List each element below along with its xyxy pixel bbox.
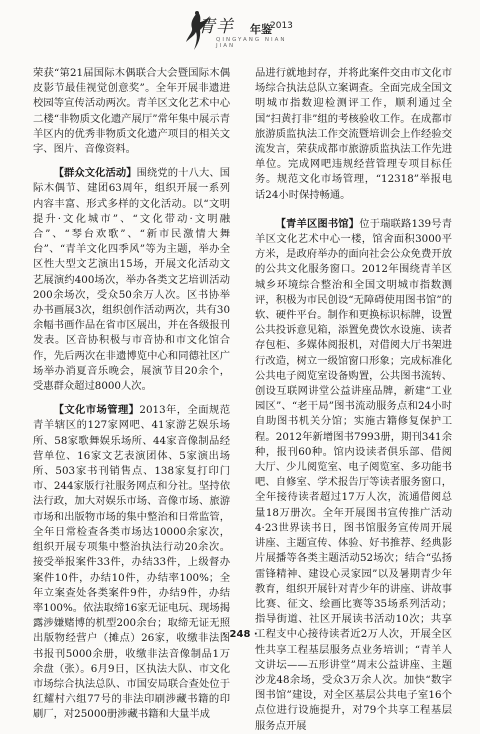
paragraph-market-continued: 品进行就地封存，并将此案件交由市文化市场综合执法总队立案调查。全面完成全国文明城市指数迎检测评工作，顺利通过全国“扫黄打非”组的考核验收工作。在成都市旅游质监执法工作交流暨培训会上作经验交流发言，荣获成都市旅游质监执法工作先进单位。完成网吧违规经营管理专项目标任务。规范文化市场管理，“12318”举报电话24小时保持畅通。 <box>255 67 452 201</box>
section-title-library: 【青羊区图书馆】 <box>275 217 360 230</box>
section-mass-culture <box>33 166 230 394</box>
yearbook-logo <box>184 8 304 54</box>
page-number: · 248 · <box>222 629 258 640</box>
page-header <box>0 0 480 58</box>
left-column <box>33 66 230 723</box>
section-body-market-management: 2013年，全面规范青羊辖区的127家网吧、41家游艺娱乐场所、58家歌舞娱乐场所、44家音像制品经营单位、16家文艺表演团体、5家演出场所、503家书刊销售点、138家复打印门市、244家版行社服务网点和分社。坚持依法行政，加大对娱乐市场、音像市场、旅游市场和出版物市场的集中整治和日常监管，全年日常检查各类市场达10000余家次，组织开展专项集中整治执法行动20余次。接受举报案件33件，办结33件，上级督办案件10件，办结10件，办结率100%；全年立案查处各类案件9件，办结9件，办结率100%。依法取缔16家无证电玩、现场揭露涉嫌赌博的机型200余台；取缔无证无照出版物经营户（摊点）26家，收缴非法图书报刊5000余册，收缴非法音像制品1万余盘（张）。6月9日，区执法大队、市文化市场综合执法总队、市国安局联合查处位于红耀村六组77号的非法印刷涉藏书籍的印刷厂，对25000册涉藏书籍和大量半成 <box>33 404 230 721</box>
paragraph-intangible-heritage: 荣获“第21届国际木偶联合大会暨国际木偶皮影节最佳视觉创意奖”。全年开展非遗进校园等宣传活动两次。青羊区文化艺术中心二楼“非物质文化遗产展厅”常年集中展示青羊区内的优秀非物质文化遗产项目的相关文字、图片、音像资料。 <box>33 67 230 156</box>
logo-title: 青羊 <box>198 17 234 37</box>
section-library <box>255 217 452 734</box>
section-body-mass-culture: 围绕党的十八大、国际木偶节、建团63周年，组织开展一系列内容丰富、形式多样的文化活动。以“文明提升·文化城市”、“文化带动·文明融合”、“琴台欢歌”、“新市民激情大舞台”、“青羊文化四季风”等为主题，举办全区性大型文艺演出15场，开展文化活动文艺展演约400场次，举办各类文艺培训活动200余场次，受众50余万人次。区书协举办书画展3次，组织创作活动两次，共有30余幅书画作品在省市区展出，并在各级报刊发表。区音协积极与市音协和市文化馆合作，先后两次在非遗博览中心和同德社区广场举办消夏音乐晚会，展演节目20余个，受惠群众超过8000人次。 <box>33 167 231 393</box>
section-body-library: 位于瑞联路139号青羊区文化艺术中心一楼，馆舍面积3000平方米，是政府举办的面向社会公众免费开放的公共文化服务窗口。2012年围绕青羊区城乡环境综合整治和全国文明城市指数测评，积极为市民创设“无障碍使用图书馆”的软、硬件平台。制作和更换标识标牌，设置公共投诉意见箱，添置免费饮水设施、读者存包柜、多媒体阅报机，对借阅大厅书架进行改造，树立一级馆窗口形象；完成标准化公共电子阅览室设备购置，公共图书流转、创设互联网讲堂公益讲座品牌，新建“工业园区”、“老干局”图书流动服务点和24小时自助图书机关分馆；实施古籍修复保护工程。2012年新增图书7993册，期刊341余种，报刊60种。馆内设读者俱乐部、借阅大厅、少儿阅览室、电子阅览室、多功能书吧、自修室、学术报告厅等读者服务窗口，全年接待读者超过17万人次，流通借阅总量18万册次。全年开展图书宣传推广活动4·23世界读书日，图书馆服务宣传周开展讲座、主题宣传、体验、好书推荐、经典影片展播等各类主题活动52场次；结合“弘扬雷锋精神、建设心灵家园”以及暑期青少年教育，组织开展针对青少年的讲座、讲故事比赛、征文、绘画比赛等35场系列活动；指导街道、社区开展读书活动10次；共享工程支中心接待读者近2万人次，开展全区性共享工程基层服务点业务培训；“青羊人文讲坛——五形讲堂”周末公益讲座、主题沙龙48余场，受众3万余人次。加快“数字图书馆”建设，对全区基层公共电子室16个点位进行设施提升，对79个共享工程基层服务点开展 <box>255 217 453 732</box>
section-title-market-management: 【文化市场管理】 <box>53 404 140 417</box>
section-title-mass-culture: 【群众文化活动】 <box>53 167 137 180</box>
logo-pinyin: QINGYANG NIAN JIAN <box>216 37 287 49</box>
section-market-management <box>33 403 230 722</box>
logo-suffix: 年鉴 <box>250 23 272 36</box>
logo-year: 2013 <box>270 21 293 31</box>
